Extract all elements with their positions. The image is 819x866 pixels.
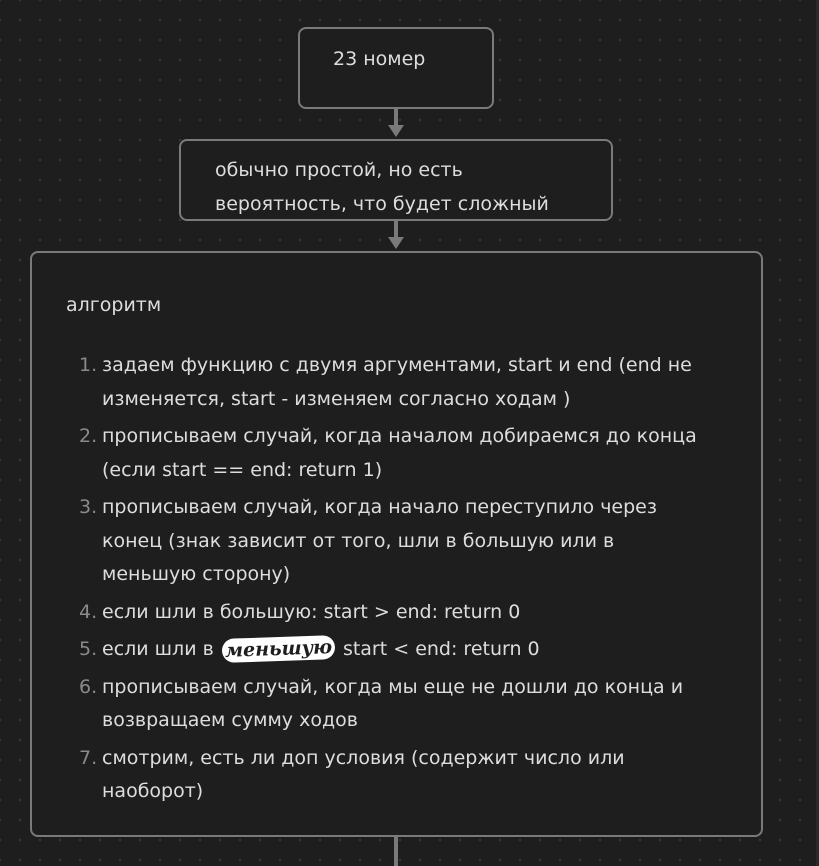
step-text-after: start < end: return 0	[342, 638, 540, 660]
step-number: 1.	[79, 354, 98, 376]
arrowhead-title-to-note	[388, 125, 404, 137]
algorithm-steps-list	[66, 349, 706, 813]
step-text: прописываем случай, когда начало переступило через конец (знак зависит от того, шли в большую или в меньшую сторону)	[102, 496, 657, 585]
connector-algorithm-to-next	[394, 837, 398, 866]
step-text: если шли в большую: start > end: return 0	[102, 600, 521, 623]
algorithm-heading: алгоритм	[66, 294, 162, 316]
step-number: 6.	[79, 675, 98, 698]
note-card-text: обычно простой, но есть вероятность, что будет сложный	[215, 159, 549, 215]
step-text: прописываем случай, когда началом добираемся до конца (если start == end: return 1)	[102, 425, 697, 481]
title-card[interactable]	[298, 27, 494, 109]
step-text: задаем функцию с двумя аргументами, start и end (end не изменяется, start - изменяем согласно ходам )	[102, 354, 692, 410]
step-number: 3.	[79, 496, 98, 518]
step-number: 7.	[79, 746, 98, 769]
algorithm-step-1	[66, 349, 706, 416]
arrowhead-note-to-algorithm	[388, 237, 404, 249]
title-card-text: 23 номер	[333, 48, 426, 70]
algorithm-card[interactable]	[30, 251, 763, 837]
step-text-before: если шли в	[102, 638, 214, 660]
algorithm-step-5	[66, 633, 706, 667]
algorithm-step-3	[66, 491, 706, 592]
step-number: 5.	[79, 638, 98, 660]
step-number: 2.	[79, 425, 98, 447]
algorithm-step-2	[66, 420, 706, 487]
step-text: прописываем случай, когда мы еще не дошли до конца и возвращаем сумму ходов	[102, 675, 684, 731]
handwritten-scribble: меньшую	[221, 635, 335, 663]
step-number: 4.	[79, 600, 98, 623]
algorithm-step-4	[66, 596, 706, 630]
step-text: смотрим, есть ли доп условия (содержит число или наоборот)	[102, 746, 625, 802]
algorithm-step-7	[66, 742, 706, 809]
algorithm-step-6	[66, 671, 706, 738]
note-card[interactable]	[179, 139, 613, 221]
